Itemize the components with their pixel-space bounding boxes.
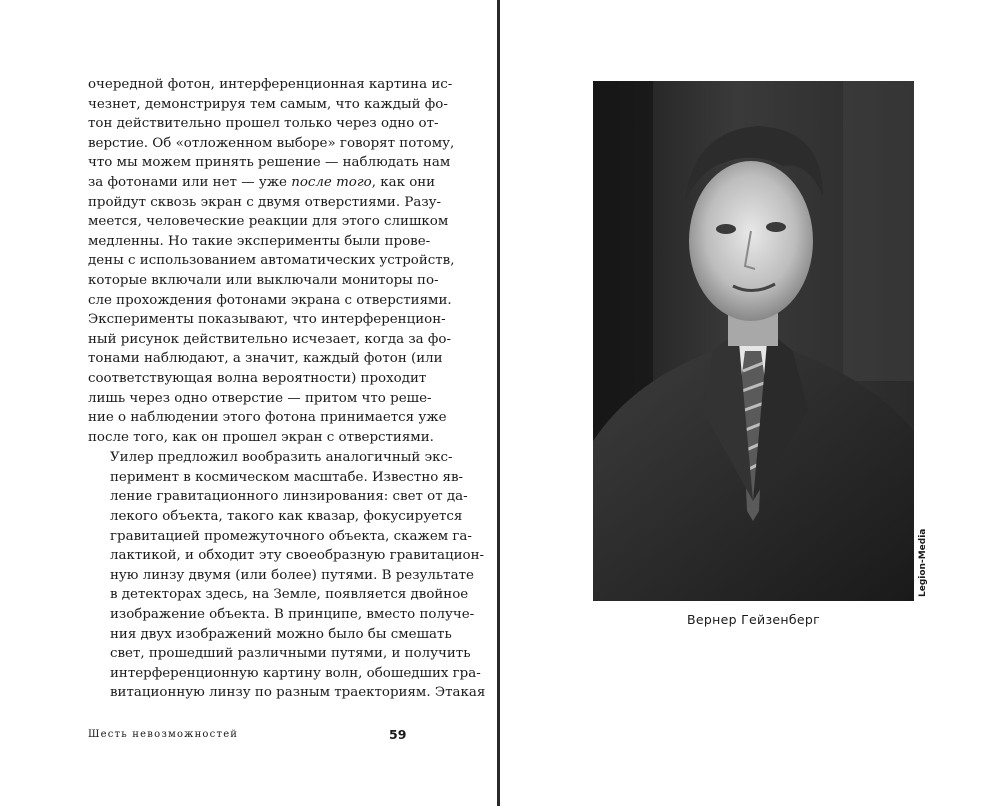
text-line: чезнет, демонстрируя тем самым, что каждый фо- bbox=[88, 96, 448, 112]
text-line: очередной фотон, интерференционная картина ис- bbox=[88, 77, 453, 92]
italic-phrase: после того bbox=[291, 174, 372, 190]
text-fragment: , как они bbox=[371, 174, 436, 190]
text-line: медленны. Но такие эксперименты были прове- bbox=[88, 233, 431, 249]
text-line: сле прохождения фотонами экрана с отверстиями. bbox=[88, 292, 452, 308]
text-line: витационную линзу по разным траекториям. Этакая bbox=[110, 685, 486, 701]
text-line: ный рисунок действительно исчезает, когда за фо- bbox=[88, 331, 451, 347]
text-line: интерференционную картину волн, обошедших гра- bbox=[110, 665, 481, 681]
text-line: в детекторах здесь, на Земле, появляется двойное bbox=[110, 587, 469, 603]
text-line: тон действительно прошел только через одно от- bbox=[88, 116, 439, 132]
body-text bbox=[88, 75, 486, 703]
paragraph-1 bbox=[88, 75, 455, 447]
photo-credit: Legion-Media bbox=[918, 528, 928, 597]
paragraph-2 bbox=[88, 448, 486, 703]
text-line: которые включали или выключали мониторы по- bbox=[88, 272, 439, 288]
text-line: перимент в космическом масштабе. Известно яв- bbox=[110, 469, 464, 485]
portrait-photo bbox=[593, 81, 914, 601]
text-line: дены с использованием автоматических устройств, bbox=[88, 253, 455, 269]
text-line: что мы можем принять решение — наблюдать нам bbox=[88, 155, 451, 171]
text-line: ния двух изображений можно было бы смешать bbox=[110, 626, 452, 642]
text-fragment: за фотонами или нет — уже bbox=[88, 174, 292, 190]
text-line: лишь через одно отверстие — притом что реше- bbox=[88, 390, 432, 406]
text-line: меется, человеческие реакции для этого слишком bbox=[88, 214, 449, 230]
text-line: тонами наблюдают, а значит, каждый фотон (или bbox=[88, 351, 443, 367]
text-line-with-italic bbox=[88, 173, 436, 193]
text-line: после того, как он прошел экран с отверстиями. bbox=[88, 429, 434, 445]
text-line: ную линзу двумя (или более) путями. В результате bbox=[110, 567, 474, 583]
text-line: изображение объекта. В принципе, вместо получе- bbox=[110, 607, 475, 623]
right-page bbox=[500, 0, 1000, 806]
photo-caption: Вернер Гейзенберг bbox=[687, 612, 820, 627]
text-line: пройдут сквозь экран с двумя отверстиями. Разу- bbox=[88, 194, 442, 210]
text-line: ние о наблюдении этого фотона принимается уже bbox=[88, 410, 447, 426]
text-line: гравитацией промежуточного объекта, скажем га- bbox=[110, 528, 472, 544]
text-line: ление гравитационного линзирования: свет от да- bbox=[110, 489, 468, 505]
text-line: Уилер предложил вообразить аналогичный экс- bbox=[110, 450, 453, 466]
text-line: соответствующая волна вероятности) проходит bbox=[88, 370, 427, 386]
text-line: свет, прошедший различными путями, и получить bbox=[110, 646, 471, 662]
text-line: Эксперименты показывают, что интерференцион- bbox=[88, 312, 446, 328]
text-line: лактикой, и обходит эту своеобразную гравитацион- bbox=[110, 548, 485, 564]
page-number: 59 bbox=[389, 727, 407, 742]
running-footer-title: Шесть невозможностей bbox=[88, 729, 239, 740]
left-page bbox=[0, 0, 497, 806]
text-line: верстие. Об «отложенном выборе» говорят потому, bbox=[88, 135, 455, 151]
text-line: лекого объекта, такого как квазар, фокусируется bbox=[110, 509, 463, 525]
